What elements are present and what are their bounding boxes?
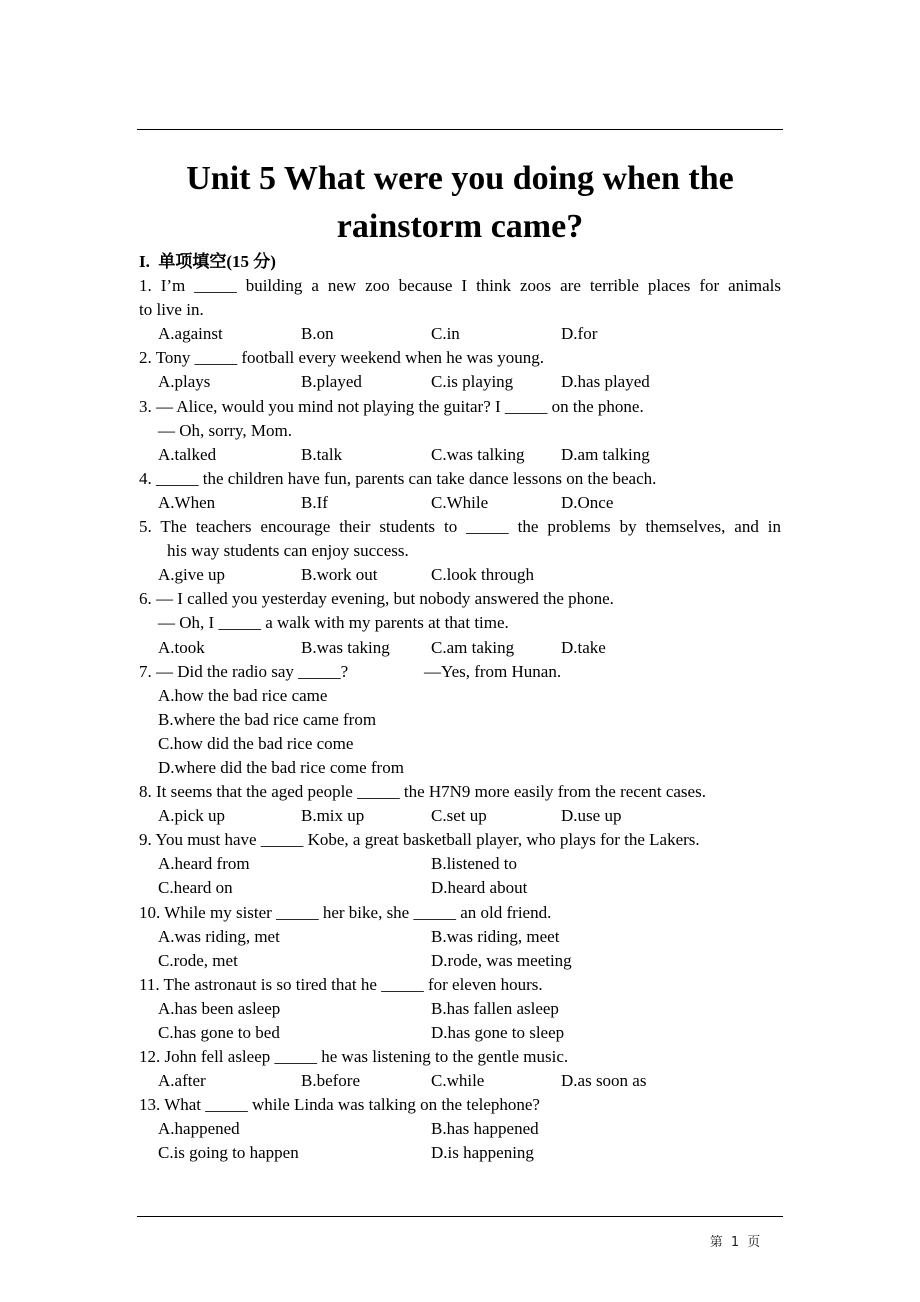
question-9 [139, 828, 781, 900]
options-row [139, 949, 781, 973]
question-stem: 13. What _____ while Linda was talking on the telephone? [139, 1095, 540, 1115]
question-1 [139, 274, 781, 346]
answer-option: C.was talking [431, 444, 525, 464]
answer-option: B.was riding, meet [431, 926, 560, 946]
question-6 [139, 587, 781, 659]
options-row [139, 876, 781, 900]
question-dialog-line: — Oh, sorry, Mom. [158, 420, 292, 440]
question-stem: 9. You must have _____ Kobe, a great basketball player, who plays for the Lakers. [139, 830, 700, 850]
options-row [139, 443, 781, 467]
answer-option: B.was taking [301, 637, 390, 657]
question-stem: 7. — Did the radio say _____? —Yes, from Hunan. [139, 660, 781, 684]
answer-option: D.heard about [431, 878, 528, 898]
options-row [139, 370, 781, 394]
answer-option: C.While [431, 492, 489, 512]
options-row [139, 563, 781, 587]
answer-option: B.mix up [301, 806, 365, 826]
question-2 [139, 346, 781, 394]
answer-option: D.as soon as [561, 1071, 647, 1091]
options-row [139, 1141, 781, 1165]
answer-option: B.on [301, 324, 334, 344]
answer-option: D.am talking [561, 444, 650, 464]
options-row [139, 1021, 781, 1045]
answer-option: D.Once [561, 492, 614, 512]
options-row [139, 852, 781, 876]
answer-option: A.has been asleep [158, 998, 281, 1018]
question-stem: 6. — I called you yesterday evening, but nobody answered the phone. [139, 589, 614, 609]
page-title-line-1: Unit 5 What were you doing when the [186, 160, 734, 197]
question-stem: 10. While my sister _____ her bike, she _____ an old friend. [139, 902, 552, 922]
page-number: 第 1 页 [709, 1235, 761, 1250]
question-stem: 5. The teachers encourage their students to _____ the problems by themselves, and in [139, 517, 781, 537]
answer-option: A.against [158, 324, 223, 344]
answer-option: D.has played [561, 372, 650, 392]
question-8 [139, 780, 781, 828]
answer-option: D.has gone to sleep [431, 1023, 565, 1042]
question-stem: 12. John fell asleep _____ he was listening to the gentle music. [139, 1047, 569, 1067]
answer-option: D.where did the bad rice come from [158, 757, 404, 777]
answer-option: C.how did the bad rice come [158, 733, 354, 753]
section-heading: I. 单项填空(15 分) [139, 252, 276, 271]
answer-option: A.talked [158, 444, 217, 464]
answer-option: B.has fallen asleep [431, 998, 559, 1018]
question-stem: 4. _____ the children have fun, parents can take dance lessons on the beach. [139, 468, 657, 488]
question-13 [139, 1093, 781, 1165]
answer-option: C.is going to happen [158, 1143, 299, 1163]
options-row [139, 1117, 781, 1141]
answer-option: C.set up [431, 806, 487, 826]
answer-option: D.is happening [431, 1143, 534, 1163]
answer-option: A.how the bad rice came [158, 685, 328, 705]
question-stem: 2. Tony _____ football every weekend when he was young. [139, 348, 544, 368]
question-reply: —Yes, from Hunan. [424, 661, 562, 681]
answer-option: A.When [158, 492, 216, 512]
answer-option: B.work out [301, 565, 378, 585]
exercise-content [139, 250, 781, 1166]
answer-option: D.for [561, 324, 598, 344]
question-dialog-line: — Oh, I _____ a walk with my parents at that time. [158, 613, 509, 633]
question-7 [139, 660, 781, 780]
footer-rule [137, 1216, 783, 1217]
answer-option: B.talk [301, 444, 343, 464]
answer-option: B.has happened [431, 1119, 539, 1139]
answer-option: B.where the bad rice came from [158, 709, 377, 729]
options-row [139, 322, 781, 346]
answer-option: C.while [431, 1071, 485, 1091]
options-row [139, 1069, 781, 1093]
answer-option: A.give up [158, 565, 226, 585]
answer-option: A.after [158, 1071, 206, 1091]
question-11 [139, 973, 781, 1045]
answer-option: C.am taking [431, 637, 515, 657]
question-stem: 1. I’m _____ building a new zoo because I think zoos are terrible places for animals [139, 276, 781, 296]
question-12 [139, 1045, 781, 1093]
options-row [139, 997, 781, 1021]
answer-option: C.has gone to bed [158, 1023, 280, 1042]
answer-option: B.played [301, 372, 362, 392]
question-stem: 3. — Alice, would you mind not playing the guitar? I _____ on the phone. [139, 396, 644, 416]
answer-option: C.rode, met [158, 950, 238, 970]
options-row [139, 636, 781, 660]
question-stem: 11. The astronaut is so tired that he _____ for eleven hours. [139, 974, 543, 994]
question-3 [139, 395, 781, 467]
options-row [139, 925, 781, 949]
answer-option: A.pick up [158, 806, 226, 826]
question-4 [139, 467, 781, 515]
answer-option: C.look through [431, 565, 534, 585]
header-rule [137, 129, 783, 130]
question-stem-continuation: his way students can enjoy success. [167, 541, 409, 561]
question-10 [139, 901, 781, 973]
answer-option: A.plays [158, 372, 211, 392]
answer-option: D.use up [561, 806, 622, 826]
answer-option: B.If [301, 492, 328, 512]
page-title-line-2: rainstorm came? [336, 208, 584, 245]
answer-option: A.took [158, 637, 205, 657]
answer-option: D.rode, was meeting [431, 950, 572, 970]
question-5 [139, 515, 781, 587]
answer-option: C.is playing [431, 372, 514, 392]
answer-option: A.happened [158, 1119, 240, 1139]
answer-option: D.take [561, 637, 606, 657]
answer-option: A.heard from [158, 854, 250, 874]
answer-option: B.listened to [431, 854, 517, 874]
answer-option: C.in [431, 324, 460, 344]
question-stem: 8. It seems that the aged people _____ the H7N9 more easily from the recent cases. [139, 782, 706, 802]
answer-option: B.before [301, 1071, 361, 1091]
options-row [139, 804, 781, 828]
answer-option: C.heard on [158, 878, 233, 898]
answer-option: A.was riding, met [158, 926, 280, 946]
options-row [139, 491, 781, 515]
question-stem-continuation: to live in. [139, 300, 204, 320]
